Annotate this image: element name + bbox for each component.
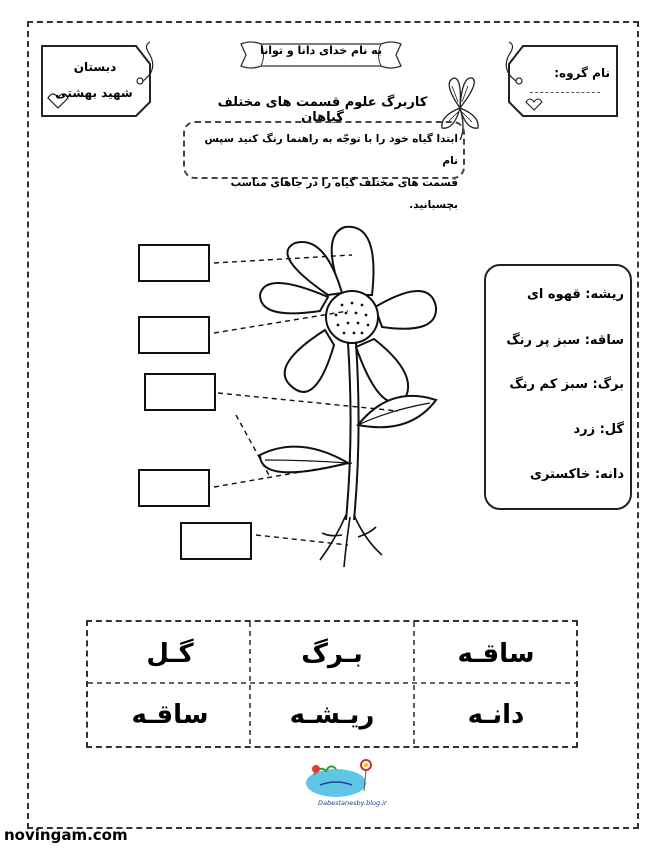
legend-seed: دانه: خاکستری	[530, 467, 624, 482]
group-name-label: نام گروه:	[554, 66, 610, 80]
word-cell-flower[interactable]: گـل	[146, 639, 194, 669]
group-name-field[interactable]	[530, 92, 600, 93]
blog-caption: Dabestanesby.blog.ir	[318, 799, 387, 807]
legend-leaf: برگ: سبز کم رنگ	[509, 377, 624, 392]
instruction-line-1: ابتدا گیاه خود را با توجّه به راهنما رنگ کنید سپس نام	[204, 133, 458, 167]
word-cell-seed[interactable]: دانـه	[467, 700, 525, 730]
answer-box-1[interactable]	[138, 244, 210, 282]
school-line2: شهید بهشتی	[55, 86, 133, 100]
answer-box-2[interactable]	[138, 316, 210, 354]
legend-root: ریشه: قهوه ای	[526, 287, 624, 302]
worksheet-title: کاربرگ علوم قسمت های مختلف گیاهان	[217, 95, 428, 125]
answer-box-3[interactable]	[144, 373, 216, 411]
instruction-text	[190, 128, 458, 216]
word-cell-stem[interactable]: ساقـه	[457, 639, 535, 669]
word-cell-stem-2[interactable]: ساقـه	[131, 700, 209, 730]
word-cell-leaf[interactable]: بـرگ	[301, 639, 363, 669]
group-tag	[496, 40, 621, 120]
school-line1: دبستان	[73, 60, 117, 74]
blog-logo-icon	[302, 755, 378, 801]
cut-out-word-table	[86, 620, 578, 748]
answer-box-4[interactable]	[138, 469, 210, 507]
legend-stem: ساقه: سبز پر رنگ	[506, 333, 624, 348]
school-tag	[38, 40, 163, 120]
legend-flower: گل: زرد	[573, 422, 624, 437]
answer-box-5[interactable]	[180, 522, 252, 560]
footer-site-name: novingam.com	[4, 826, 128, 844]
instruction-line-2: قسمت های مختلف گیاه را در جاهای مناسب بچسبانید.	[230, 177, 458, 211]
bismillah-text: به نام خدای دانا و توانا	[260, 44, 382, 57]
word-cell-root[interactable]: ریـشـه	[289, 700, 375, 730]
